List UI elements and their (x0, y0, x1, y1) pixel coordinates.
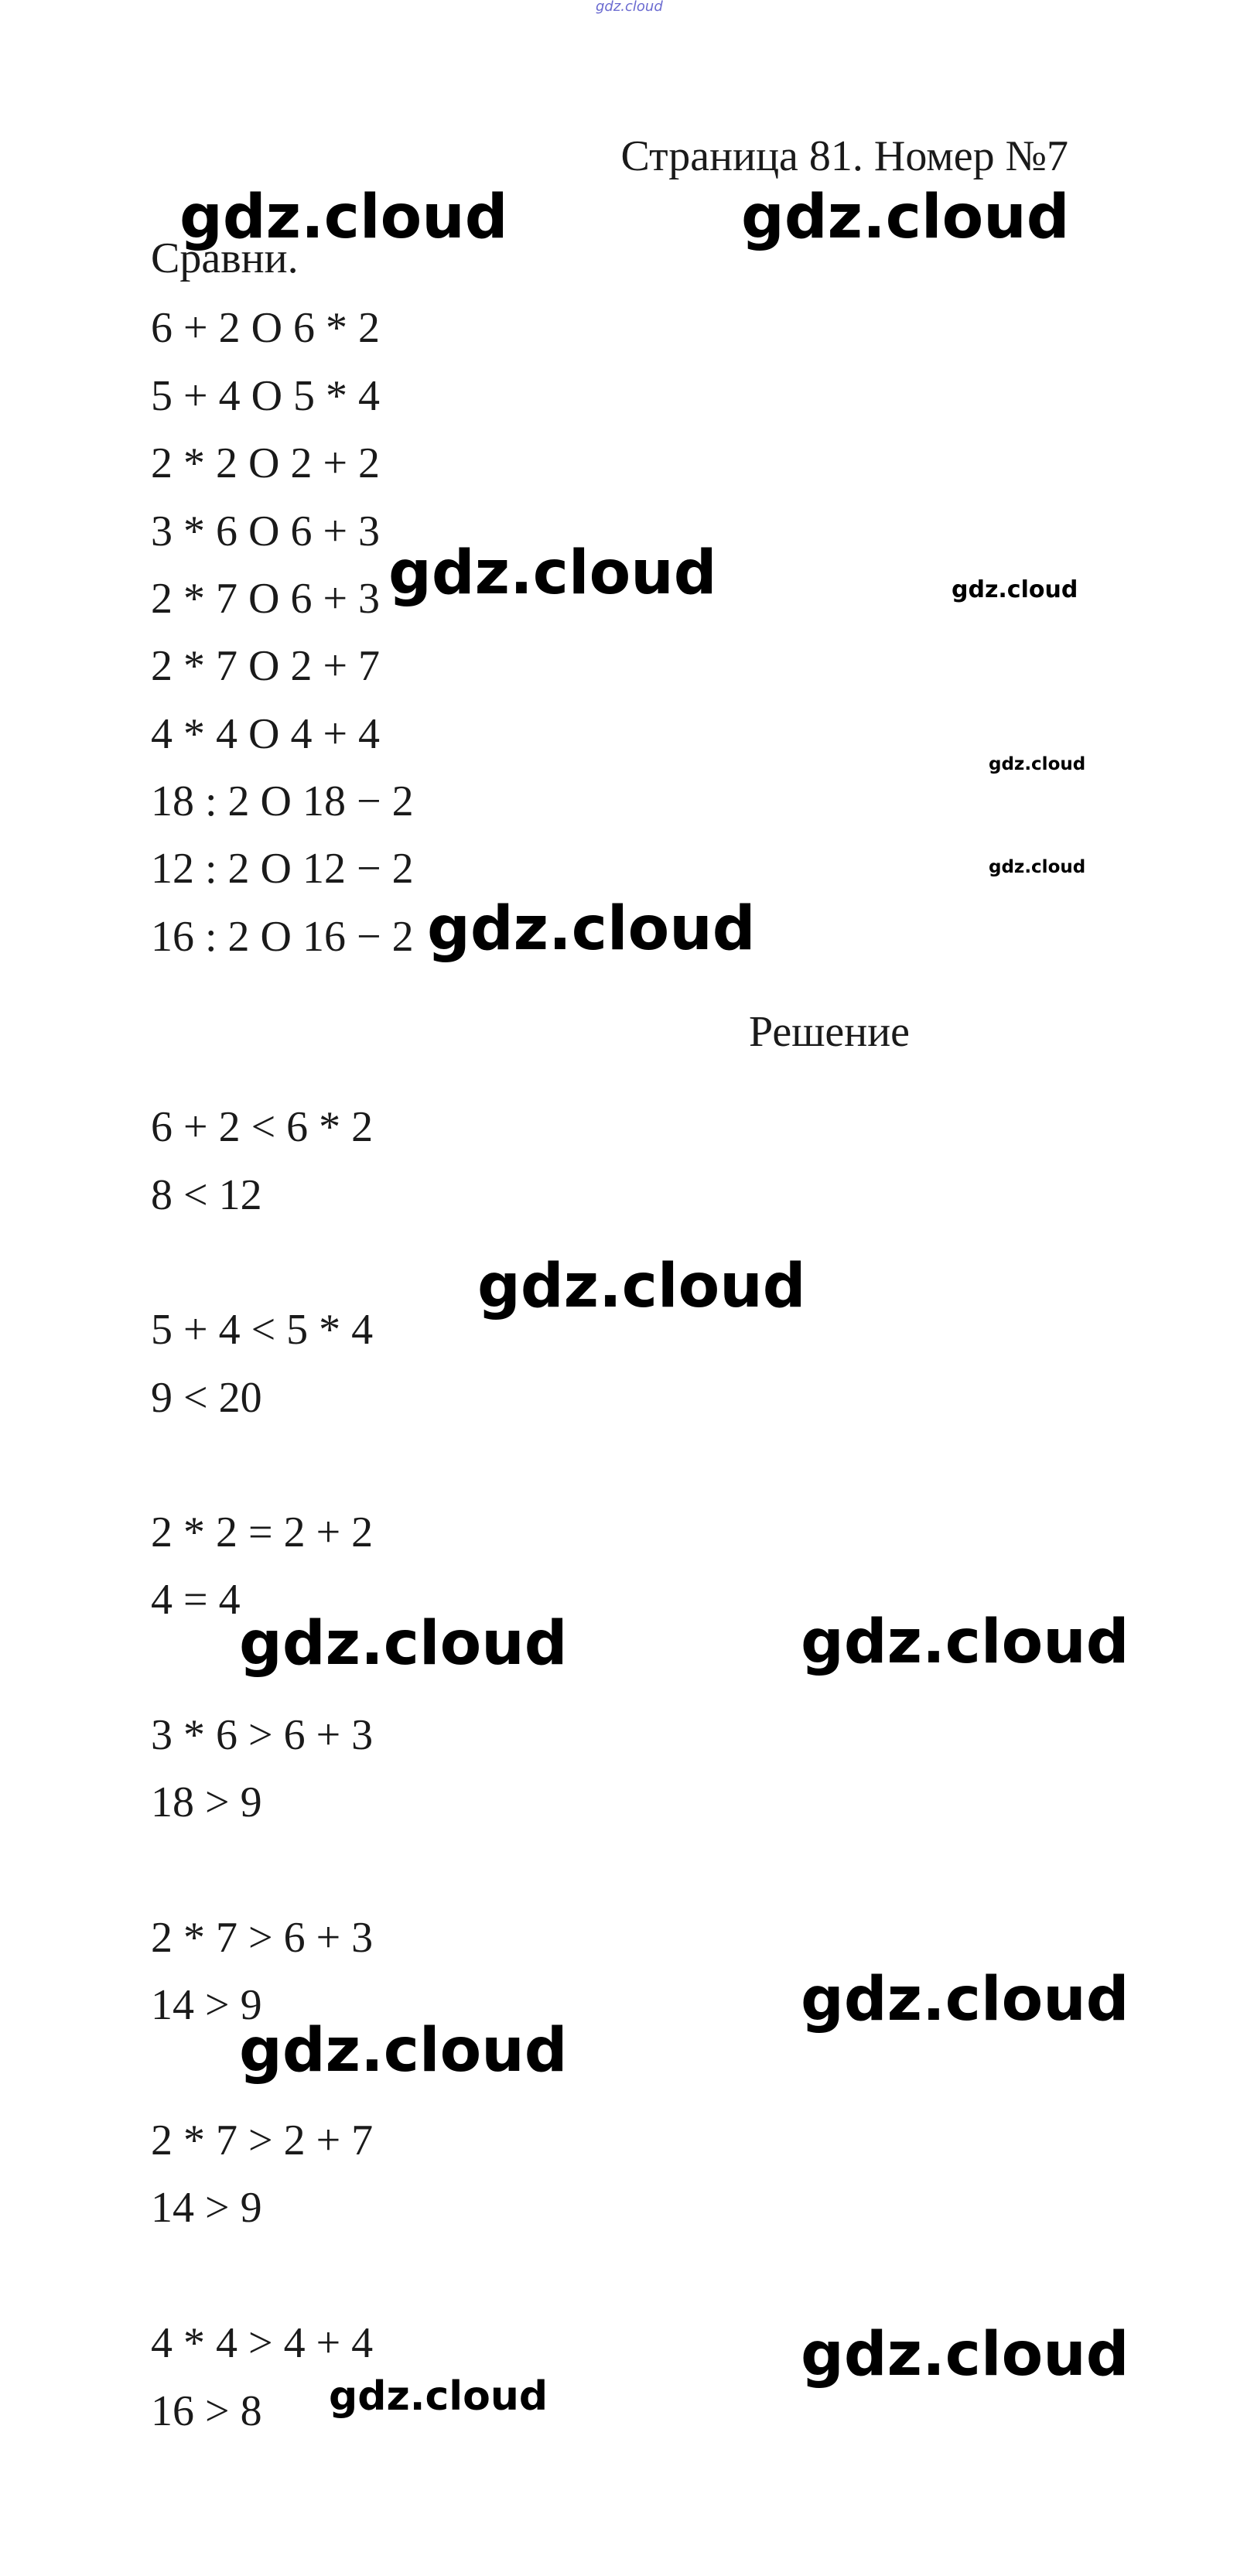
watermark: gdz.cloud (989, 754, 1086, 774)
task-line-6: 2 * 7 О 2 + 7 (151, 642, 381, 690)
solution-heading: Решение (749, 1008, 911, 1056)
solution-expression-1: 6 + 2 < 6 * 2 (151, 1103, 374, 1151)
solution-expression-2: 5 + 4 < 5 * 4 (151, 1306, 374, 1354)
page-title: Страница 81. Номер №7 (620, 132, 1068, 180)
solution-result-3: 4 = 4 (151, 1576, 241, 1624)
watermark: gdz.cloud (952, 576, 1078, 603)
task-line-4: 3 * 6 О 6 + 3 (151, 507, 381, 555)
watermark: gdz.cloud (179, 183, 508, 252)
task-line-10: 16 : 2 О 16 − 2 (151, 913, 414, 961)
watermark: gdz.cloud (801, 1965, 1129, 2034)
watermark: gdz.cloud (239, 1609, 568, 1679)
watermark-top: gdz.cloud (596, 0, 663, 15)
task-line-5: 2 * 7 О 6 + 3 (151, 575, 381, 623)
solution-expression-6: 2 * 7 > 2 + 7 (151, 2116, 374, 2164)
watermark: gdz.cloud (801, 2320, 1129, 2390)
solution-result-1: 8 < 12 (151, 1171, 262, 1219)
solution-result-7: 16 > 8 (151, 2387, 262, 2435)
task-line-1: 6 + 2 О 6 * 2 (151, 304, 381, 352)
task-line-2: 5 + 4 О 5 * 4 (151, 372, 381, 420)
solution-result-6: 14 > 9 (151, 2184, 262, 2232)
task-line-7: 4 * 4 О 4 + 4 (151, 710, 381, 758)
watermark: gdz.cloud (388, 538, 717, 608)
watermark: gdz.cloud (239, 2016, 568, 2086)
watermark: gdz.cloud (427, 894, 756, 964)
solution-expression-5: 2 * 7 > 6 + 3 (151, 1914, 374, 1962)
solution-expression-3: 2 * 2 = 2 + 2 (151, 1508, 374, 1556)
solution-expression-4: 3 * 6 > 6 + 3 (151, 1711, 374, 1759)
watermark: gdz.cloud (477, 1252, 806, 1321)
watermark: gdz.cloud (741, 183, 1070, 252)
task-line-9: 12 : 2 О 12 − 2 (151, 845, 414, 893)
task-line-8: 18 : 2 О 18 − 2 (151, 777, 414, 825)
watermark: gdz.cloud (329, 2373, 548, 2420)
task-line-3: 2 * 2 О 2 + 2 (151, 439, 381, 487)
task-label: Сравни. (151, 234, 299, 282)
solution-result-2: 9 < 20 (151, 1374, 262, 1422)
solution-result-4: 18 > 9 (151, 1778, 262, 1826)
solution-expression-7: 4 * 4 > 4 + 4 (151, 2319, 374, 2367)
solution-result-5: 14 > 9 (151, 1981, 262, 2029)
watermark: gdz.cloud (801, 1607, 1129, 1677)
watermark: gdz.cloud (989, 857, 1086, 877)
